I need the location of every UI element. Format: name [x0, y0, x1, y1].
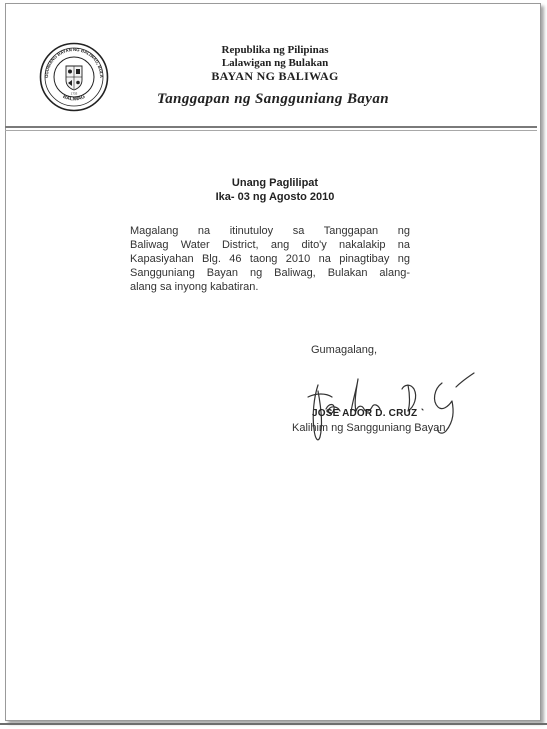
letterhead-office: Tanggapan ng Sangguniang Bayan [157, 91, 389, 107]
letter-body [130, 224, 410, 294]
letterhead-municipality: BAYAN NG BALIWAG [211, 69, 339, 83]
municipal-seal-icon [39, 42, 109, 112]
body-line: Sangguniang Bayan ng Baliwag, Bulakan alang- [130, 267, 410, 279]
seal-year: 1733 [70, 91, 78, 96]
body-line: alang sa inyong kabatiran. [130, 281, 259, 293]
letterhead-republic: Republika ng Pilipinas [221, 44, 329, 56]
header-divider [5, 126, 537, 128]
letterhead-province: Lalawigan ng Bulakan [221, 57, 329, 69]
body-line: Magalang na itinutuloy sa Tanggapan ng [130, 225, 410, 237]
seal-top-text: GGUNIANG BAYAN NG BALIWAG, BULA [43, 46, 105, 79]
seal-bottom-text: BALIWAG [61, 93, 87, 103]
body-line: Kapasiyahan Blg. 46 taong 2010 na pinagtibay ng [130, 253, 410, 265]
signatory-title: Kalihim ng Sangguniang Bayan [292, 422, 446, 434]
page-bottom-edge [0, 723, 547, 725]
document-heading: Unang Paglilipat [231, 177, 319, 189]
body-line: Baliwag Water District, ang dito'y nakalakip na [130, 239, 410, 251]
document-date: Ika- 03 ng Agosto 2010 [215, 191, 335, 203]
closing-salutation: Gumagalang, [311, 344, 378, 356]
handwritten-signature [296, 367, 481, 447]
header-divider-thin [5, 130, 537, 131]
signatory-name: JOSE ADOR D. CRUZ [312, 408, 418, 419]
